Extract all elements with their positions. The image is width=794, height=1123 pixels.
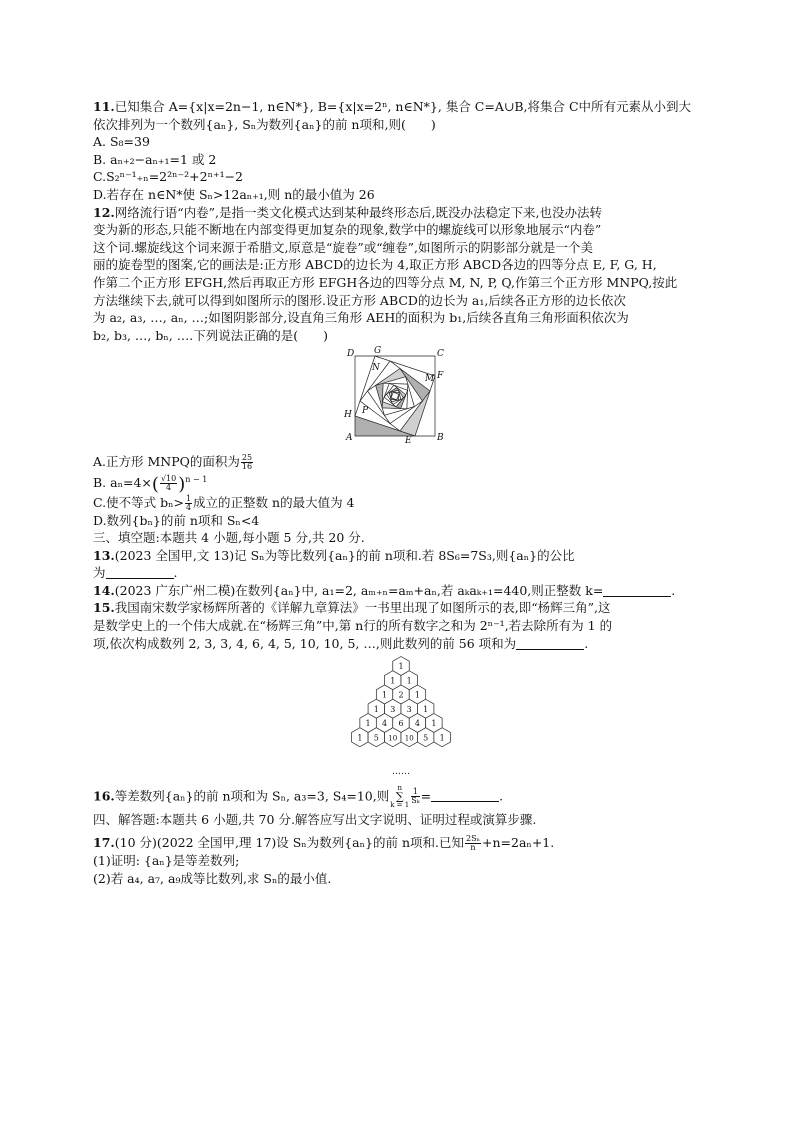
q17-part-1: (1)证明: {aₙ}是等差数列; [93,853,240,869]
q14-answer-blank[interactable] [603,584,671,597]
q11-option-a: A. S₈=39 [93,134,150,150]
q12-stem-3: 丽的旋卷型的图案,它的画法是:正方形 ABCD的边长为 4,取正方形 ABCD各边的四等分点 E, F, G, H, [93,257,657,273]
frac-numerator: 1 [185,493,192,503]
sigma-icon: ∑ [395,789,404,803]
q12-stem-2: 这个词.螺旋线这个词来源于希腊文,原意是“旋卷”或“缠卷”,如图所示的阴影部分就是一个美 [93,239,593,255]
triangle-number: 5 [423,733,429,743]
shaded-triangle [376,369,406,386]
label-p: P [362,406,369,417]
q12-stem-5: 方法继续下去,就可以得到如图所示的图形.设正方形 ABCD的边长为 a₁,后续各正方形的边长依次 [93,292,626,308]
label-m: M [425,374,435,385]
triangle-number: 2 [398,690,404,700]
triangle-number: 10 [404,734,414,743]
q12-stem-1: 变为新的形态,只能不断地在内部变得更加复杂的现象,数学中的螺旋线可以形象地展示“内卷” [93,222,602,238]
sum-lower: k = 1 [390,800,410,809]
triangle-number: 1 [414,690,421,700]
triangle-number: 1 [439,733,445,743]
q13-number: 13. [93,547,115,563]
q11-option-c-expr: S₂ⁿ⁻¹₊ₙ=2²ⁿ⁻²+2ⁿ⁺¹−2 [106,169,244,185]
q16-stem: 等差数列{aₙ}的前 n项和为 Sₙ, a₃=3, S₄=10,则 [114,788,390,804]
q12-option-c [93,494,703,512]
label-b: B [437,433,444,444]
label-n: N [372,363,380,374]
summation-symbol [390,785,409,809]
q17-stem-1: (10 分)(2022 全国甲,理 17)设 Sₙ为数列{aₙ}的前 n项和.已知 [114,835,464,851]
q13-stem-1: (2023 全国甲,文 13)记 Sₙ为等比数列{aₙ}的前 n项和.若 8S₆=7S₃,则{aₙ}的公比 [114,547,575,563]
frac-numerator: 1 [412,787,418,797]
frac-denominator: n [470,843,476,853]
q11-option-b: B. aₙ₊₂−aₙ₊₁=1 或 2 [93,151,217,167]
label-a: A [346,433,353,444]
triangle-number: 1 [398,662,404,672]
frac-denominator: 4 [185,502,192,512]
q12-line1 [93,204,703,222]
triangle-number: 1 [381,690,388,700]
q17-number: 17. [93,835,115,851]
q12-number: 12. [93,204,115,220]
triangle-number: 3 [406,705,412,714]
q15-stem-3: 项,依次构成数列 2, 3, 3, 4, 6, 4, 5, 10, 10, 5, …,则此数列的前 56 项和为 [93,635,517,651]
spiral-square-figure [343,346,453,446]
q12-option-a-fraction [241,454,253,471]
q16-line: 16.等差数列{aₙ}的前 n项和为 Sₙ, a₃=3, S₄=10,则 n ∑ k = 1 $\frac{1}{\text{Sₖ}}$ = . [93,783,504,809]
frac-numerator: 25 [241,452,253,462]
q12-option-a [93,453,703,471]
q12-stem-0: 网络流行语“内卷”,是指一类文化模式达到某种最终形态后,既没办法稳定下来,也没办法转 [114,204,602,220]
frac-numerator: √10 [160,473,177,483]
q12-option-a-text: A.正方形 MNPQ的面积为 [93,453,240,469]
q11-line1 [93,98,703,116]
q16-equals: = [420,788,432,804]
frac-denominator: 4 [166,482,172,492]
q15-line1 [93,599,703,617]
q16-answer-blank[interactable] [431,789,499,802]
q12-stem-4: 作第二个正方形 EFGH,然后再取正方形 EFGH各边的四等分点 M, N, P, Q,作第三个正方形 MNPQ,按此 [93,274,678,290]
q11-number: 11. [93,99,115,114]
section-4-heading: 四、解答题:本题共 6 小题,共 70 分.解答应写出文字说明、证明过程或演算步骤. [93,811,537,827]
label-c: C [437,349,444,360]
sum-upper: n [397,783,402,792]
q14-line: 14.(2023 广东广州二模)在数列{aₙ}中, a₁=2, aₘ₊ₙ=aₘ+aₙ,若 aₖaₖ₊₁=440,则正整数 k= . [93,582,676,598]
q11-option-d: D.若存在 n∈N*使 Sₙ>12aₙ₊₁,则 n的最小值为 26 [93,186,375,202]
triangle-number: 1 [373,705,379,714]
label-g: G [374,346,382,357]
yang-hui-triangle-figure [343,654,459,776]
triangle-number: 1 [431,719,437,729]
triangle-number: 1 [406,676,412,686]
triangle-number: 1 [390,676,396,686]
q13-stem-2: 为 [93,565,106,581]
nested-squares [355,356,435,436]
triangle-number: 3 [390,705,396,714]
q11-option-c-prefix: C. [93,169,107,185]
q15-stem-2: 是数学史上的一个伟大成就.在“杨辉三角”中,第 n行的所有数字之和为 2ⁿ⁻¹,若去除所有为 1 的 [93,618,613,634]
triangle-number: 4 [381,719,388,729]
q12-stem-7: b₂, b₃, …, bₙ, ….下列说法正确的是( ) [93,327,328,343]
label-h: H [344,410,352,421]
triangle-number: 10 [388,734,398,743]
frac-numerator: 2Sₙ [465,834,481,844]
q14-stem: (2023 广东广州二模)在数列{aₙ}中, a₁=2, aₘ₊ₙ=aₘ+aₙ,若 aₖaₖ₊₁=440,则正整数 k= [114,582,604,598]
triangle-number: 1 [357,733,363,743]
label-f: F [437,371,444,382]
triangle-number: 1 [365,719,371,729]
section-3-heading: 三、填空题:本题共 4 小题,每小题 5 分,共 20 分. [93,530,365,546]
q17-stem-2: +n=2aₙ+1. [482,835,555,851]
q12-option-b-text: B. aₙ=4× [93,474,152,490]
q12-option-d: D.数列{bₙ}的前 n项和 Sₙ<4 [93,512,260,528]
label-d: D [347,349,355,360]
triangle-ellipsis: …… [392,767,410,777]
q13-line2: 为 . [93,565,178,581]
q12-option-b: B. aₙ=4×( $\frac{√10}{4}$ )$^{n - 1}$ [93,473,208,495]
q16-fraction [411,788,419,805]
q17-line1 [93,834,703,852]
hexagon-grid [352,657,451,747]
q12-option-c-text1: C.使不等式 bₙ> [93,494,184,510]
q11-stem-1: 已知集合 A={x|x=2n−1, n∈N*}, B={x|x=2ⁿ, n∈N*}, 集合 C=A∪B,将集合 C中所有元素从小到大 [114,99,692,114]
triangle-number: 5 [373,733,379,743]
triangle-number: 6 [398,719,404,729]
frac-denominator: 16 [241,461,253,471]
q17-part-2: (2)若 a₄, a₇, a₉成等比数列,求 Sₙ的最小值. [93,871,332,887]
q11-stem-2: 依次排列为一个数列{aₙ}, Sₙ为数列{aₙ}的前 n项和,则( ) [93,116,436,132]
q17-fraction [465,835,481,852]
q15-answer-blank[interactable] [516,637,584,650]
q14-number: 14. [93,582,115,598]
frac-denominator: Sₖ [411,796,420,806]
triangle-number: 4 [414,719,421,729]
q12-option-b-exponent: n − 1 [185,474,208,484]
q12-option-b-fraction [160,475,177,492]
exam-page [93,98,703,888]
q15-line3: 项,依次构成数列 2, 3, 3, 4, 6, 4, 5, 10, 10, 5, …,则此数列的前 56 项和为 . [93,635,589,651]
q15-stem-1: 我国南宋数学家杨辉所著的《详解九章算法》一书里出现了如图所示的表,即“杨辉三角”,这 [114,600,611,616]
q11-option-c [93,168,703,186]
q12-stem-6: 为 a₂, a₃, …, aₙ, …;如图阴影部分,设直角三角形 AEH的面积为 b₁,后续各直角三角形面积依次为 [93,310,629,326]
q12-option-c-fraction [185,495,192,512]
q13-answer-blank[interactable] [106,566,174,579]
q16-number: 16. [93,788,115,804]
q15-number: 15. [93,600,115,616]
label-e: E [405,436,412,447]
q12-option-c-text2: 成立的正整数 n的最大值为 4 [193,494,355,510]
triangle-number: 1 [423,705,429,714]
q13-line1 [93,547,703,565]
